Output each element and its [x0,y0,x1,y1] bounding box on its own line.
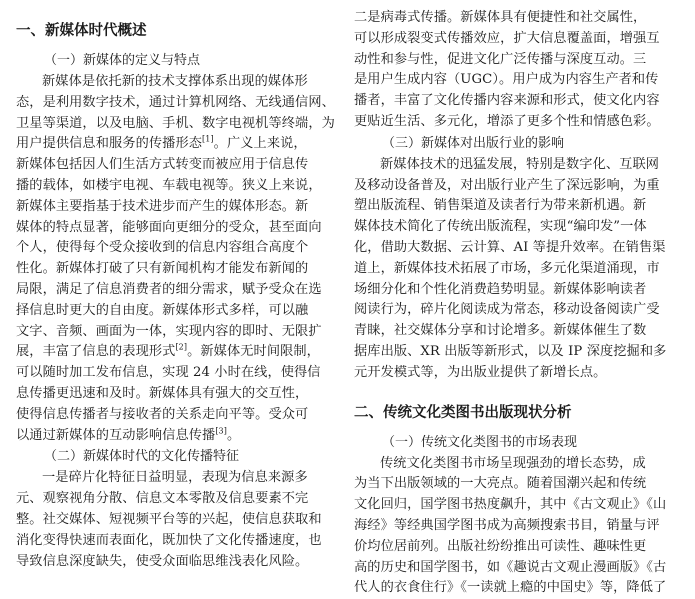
text-line: 用户提供信息和服务的传播形态[1]。广义上来说， [16,135,307,152]
text-line: 元、观察视角分散、信息文本零散及信息要素不完 [16,491,309,507]
section-heading-2: 二、传统文化类图书出版现状分析 [354,404,572,421]
left-column [16,8,344,572]
text-line: 媒体技术简化了传统出版流程，实现“编印发”一体 [354,219,647,235]
text-line: 文字、音频、画面为一体，实现内容的即时、无限扩 [16,323,322,339]
text-line: 元开发模式等，为出版业提供了新增长点。 [354,364,607,380]
text-line: 息传播更迅速和及时。新媒体具有强大的交互性， [16,385,309,401]
text-line: 以通过新媒体的互动影响信息传播[3]。 [16,426,241,443]
text-line: 使得信息传播者与接收者的关系走向平等。受众可 [16,406,309,422]
text-line: 是用户生成内容（UGC）。用户成为内容生产者和传 [354,72,659,88]
subheading-culture-features: （二）新媒体时代的文化传播特征 [44,449,240,465]
text-line: 性化。新媒体打破了只有新闻机构才能发布新闻的 [16,261,309,277]
text-line: 阅读行为，碎片化阅读成为常态，移动设备阅读广受 [354,302,660,318]
text-line: 场细分化和个性化消费趋势明显。新媒体影响读者 [354,281,647,297]
text-line: 海经》等经典国学图书成为高频搜索书目，销量与评 [354,517,660,533]
paragraph-definition [16,72,344,446]
subheading-market-performance: （一）传统文化类图书的市场表现 [382,434,578,450]
text-line: 道上，新媒体技术拓展了市场，多元化渠道涌现，市 [354,260,660,276]
text-line: 新媒体是依托新的技术支撑体系出现的媒体形 [42,74,308,89]
text-line: 个人，使得每个受众接收到的信息内容组合高度个 [16,240,309,256]
text-line: 价均位居前列。出版社纷纷推出可读性、趣味性更 [354,538,647,554]
text-line: 消化变得快速而表面化，既加快了文化传播速度，也 [16,532,322,548]
text-line: 文化回归，国学图书热度飙升，其中《古文观止》《山 [354,497,667,513]
paragraph-market-performance [354,454,682,599]
text-line: 整。社交媒体、短视频平台等的兴起，使信息获取和 [16,511,322,527]
paragraph-viral-ugc [354,8,682,133]
text-line: 一是碎片化特征日益明显，表现为信息来源多 [42,470,308,486]
paragraph-publishing-impact [354,155,682,384]
text-line: 可以形成裂变式传播效应，扩大信息覆盖面，增强互 [354,30,660,46]
text-line: 塑出版流程、销售渠道及读者行为带来新机遇。新 [354,198,647,214]
text-line: 新媒体主要指基于技术进步而产生的媒体形态。新 [16,198,309,214]
text-line: 可以随时加工发布信息，实现 24 小时在线，使得信 [16,365,321,381]
subheading-new-media-definition: （一）新媒体的定义与特点 [44,53,201,68]
text-line: 展，丰富了信息的表现形式[2]。新媒体无时间限制， [16,342,320,360]
section-heading-1: 一、新媒体时代概述 [16,23,147,39]
right-column [354,8,682,599]
text-line: 导致信息深度缺失，使受众面临思维浅表化风险。 [16,553,309,569]
text-line: 化，借助大数据、云计算、AI 等提升效率。在销售渠 [354,239,666,255]
text-line: 更贴近生活、多元化，增添了更多个性和情感色彩。 [354,113,660,129]
text-line: 局限，满足了信息消费者的细分需求，赋予受众在选 [16,281,322,297]
text-line: 代人的衣食住行》《一读就上瘾的中国史》等，降低了 [354,580,667,596]
text-line: 及移动设备普及，对出版行业产生了深远影响，为重 [354,177,660,193]
text-line: 据库出版、XR 出版等新形式，以及 IP 深度挖掘和多 [354,343,667,359]
subheading-publishing-impact: （三）新媒体对出版行业的影响 [382,135,565,151]
text-line: 播的载体，如楼宇电视、车载电视等。狭义上来说， [16,177,322,193]
text-line: 二是病毒式传播。新媒体具有便捷性和社交属性， [354,10,647,25]
text-line: 传统文化类图书市场呈现强劲的增长态势，成 [380,455,646,471]
text-line: 动性和参与性，促进文化广泛传播与深度互动。三 [354,51,647,67]
text-line: 高的历史和国学图书，如《趣说古文观止漫画版》《古 [354,559,667,575]
text-line: 择信息时更大的自由度。新媒体形式多样，可以融 [16,302,309,318]
text-line: 青睐，社交媒体分享和讨论增多。新媒体催生了数 [354,323,647,339]
text-line: 新媒体包括因人们生活方式转变而被应用于信息传 [16,157,309,173]
text-line: 播者，丰富了文化传播内容来源和形式，使文化内容 [354,93,660,109]
paragraph-fragmentation [16,468,344,572]
text-line: 媒体的特点显著，能够面向更细分的受众，甚至面向 [16,219,322,235]
text-line: 卫星等渠道，以及电脑、手机、数字电视机等终端，为 [16,115,335,131]
text-line: 为当下出版领域的一大亮点。随着国潮兴起和传统 [354,476,647,492]
text-line: 态，是利用数字技术，通过计算机网络、无线通信网、 [16,94,335,110]
text-line: 新媒体技术的迅猛发展，特别是数字化、互联网 [380,156,660,172]
